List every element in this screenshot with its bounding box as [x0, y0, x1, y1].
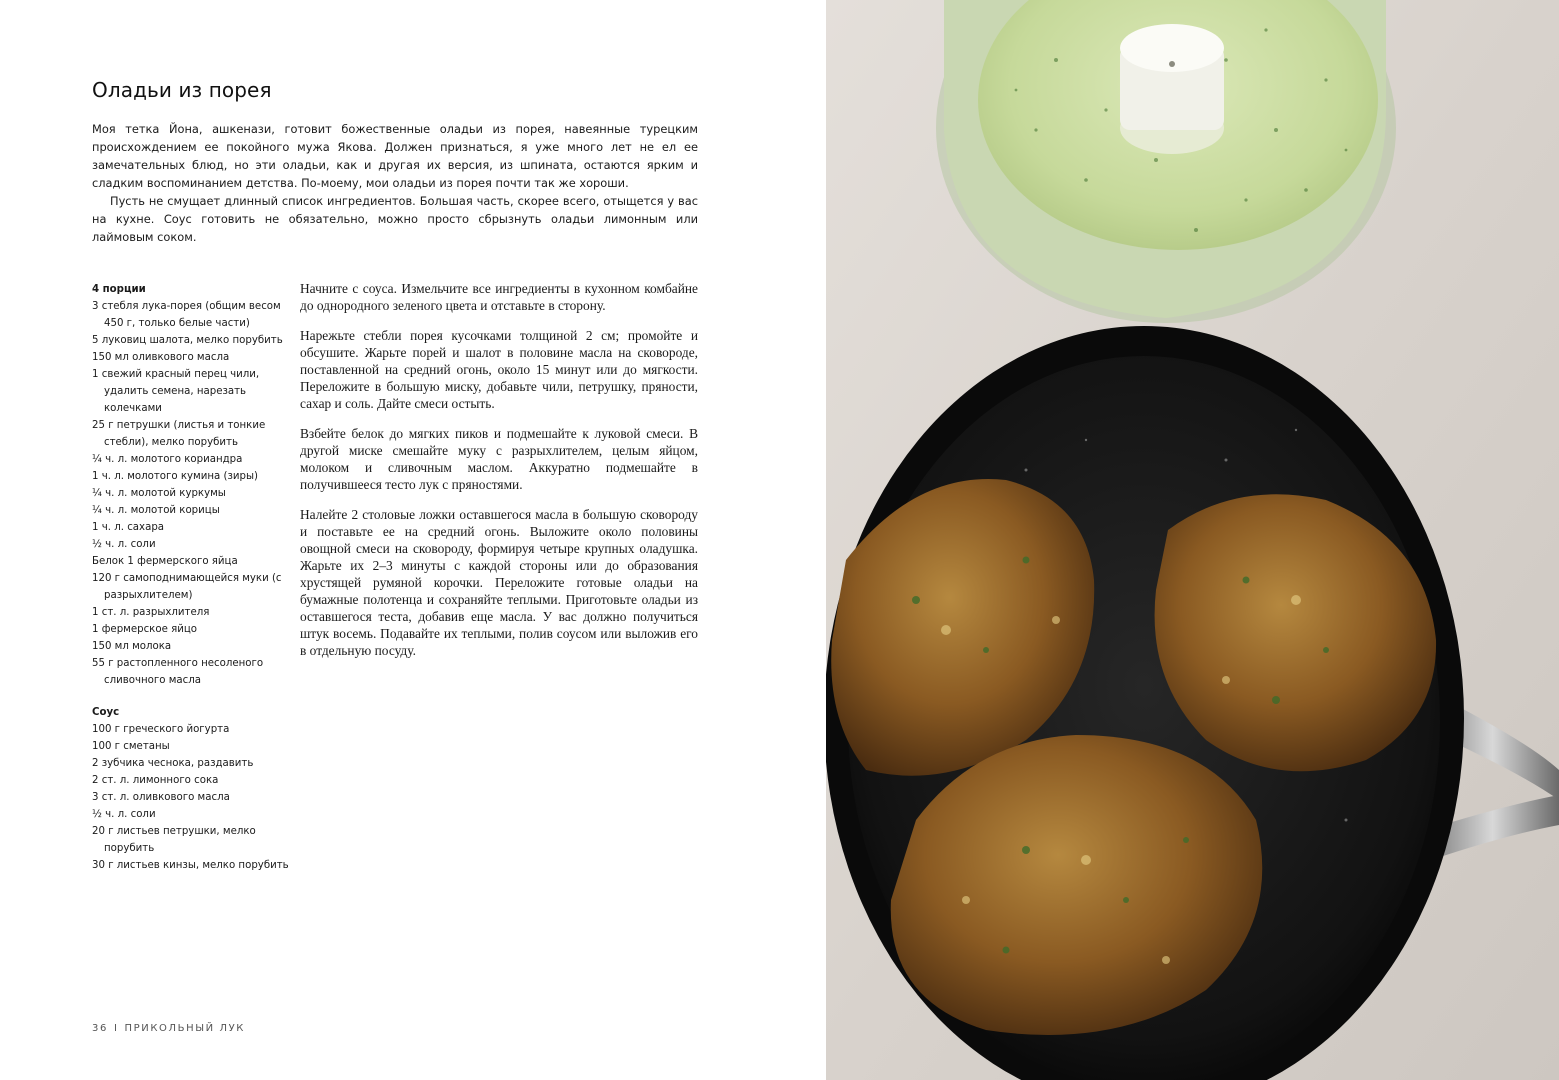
page-number: 36	[92, 1023, 108, 1034]
chapter-name: ПРИКОЛЬНЫЙ ЛУК	[124, 1023, 245, 1034]
photo-illustration	[826, 0, 1559, 1080]
method-step: Нарежьте стебли порея кусочками толщиной 2 см; промойте и обсушите. Жарьте порей и шалот в половине масла на сковороде, поставленной на средний огонь, около 15 минут или до мягкости. Переложите в большую миску, добавьте чили, петрушку, пряности, сахар и соль. Дайте смеси остыть.	[300, 328, 698, 411]
ingredient-item: 2 ст. л. лимонного сока	[92, 775, 219, 786]
ingredient-item: 3 ст. л. оливкового масла	[92, 792, 230, 803]
ingredient-item: ¼ ч. л. молотой корицы	[92, 505, 220, 516]
ingredient-item: 30 г листьев кинзы, мелко порубить	[92, 860, 289, 871]
ingredient-item: 100 г сметаны	[92, 741, 170, 752]
footer-separator: I	[113, 1023, 119, 1034]
ingredient-item: 120 г самоподнимающейся муки (с разрыхлителем)	[92, 573, 282, 601]
ingredient-item: ¼ ч. л. молотого кориандра	[92, 454, 243, 465]
ingredient-item: 100 г греческого йогурта	[92, 724, 230, 735]
ingredient-item: 1 фермерское яйцо	[92, 624, 197, 635]
ingredient-item: 3 стебля лука-порея (общим весом 450 г, только белые части)	[92, 301, 281, 329]
ingredient-item: 150 мл оливкового масла	[92, 352, 230, 363]
ingredient-item: 1 ч. л. молотого кумина (зиры)	[92, 471, 258, 482]
ingredient-item: ½ ч. л. соли	[92, 539, 156, 550]
method-step: Налейте 2 столовые ложки оставшегося масла в большую сковороду и поставьте ее на средний огонь. Выложите около половины овощной смеси на сковороду, формируя четыре крупных оладушка. Жарьте их 2–3 минуты с каждой стороны или до образования хрустящей румяной корочки. Переложите готовые оладьи на бумажные полотенца и сохраняйте теплыми. Приготовьте оладьи из оставшегося теста, добавив еще масла. У вас должно получиться штук восемь. Подавайте их теплыми, полив соусом или выложив его в отдельную посуду.	[300, 507, 698, 658]
intro-paragraph: Пусть не смущает длинный список ингредиентов. Большая часть, скорее всего, отыщется у вас на кухне. Соус готовить не обязательно, можно просто сбрызнуть оладьи лимонным или лаймовым соком.	[92, 194, 698, 244]
page-footer	[92, 1023, 245, 1034]
ingredient-list	[92, 298, 292, 689]
method-step: Начните с соуса. Измельчите все ингредиенты в кухонном комбайне до однородного зеленого цвета и отставьте в сторону.	[300, 281, 698, 313]
ingredient-item: 1 свежий красный перец чили, удалить семена, нарезать колечками	[92, 369, 260, 414]
sauce-heading: Соус	[92, 707, 120, 718]
ingredient-item: ½ ч. л. соли	[92, 809, 156, 820]
servings-heading: 4 порции	[92, 284, 146, 295]
ingredient-item: 55 г растопленного несоленого сливочного масла	[92, 658, 264, 686]
intro-paragraph: Моя тетка Йона, ашкенази, готовит божественные оладьи из порея, навеянные турецким происхождением ее покойного мужа Якова. Должен признаться, я уже много лет не ел ее замечательных блюд, но эти оладьи, как и другая их версия, из шпината, остаются ярким и сладким воспоминанием детства. По-моему, мои оладьи из порея почти так же хороши.	[92, 122, 698, 190]
method-step: Взбейте белок до мягких пиков и подмешайте к луковой смеси. В другой миске смешайте муку с разрыхлителем, целым яйцом, молоком и сливочным маслом. Аккуратно подмешайте в получившееся тесто лук с пряностями.	[300, 426, 698, 492]
sauce-block	[92, 704, 292, 874]
method-column	[300, 280, 698, 672]
food-photo	[826, 0, 1559, 1080]
ingredient-item: 20 г листьев петрушки, мелко порубить	[92, 826, 256, 854]
ingredient-item: 1 ст. л. разрыхлителя	[92, 607, 210, 618]
ingredients-column	[92, 281, 292, 874]
recipe-title: Оладьи из порея	[92, 78, 272, 102]
sauce-ingredient-list	[92, 721, 292, 874]
ingredient-item: 1 ч. л. сахара	[92, 522, 165, 533]
ingredient-item: ¼ ч. л. молотой куркумы	[92, 488, 226, 499]
ingredient-item: Белок 1 фермерского яйца	[92, 556, 238, 567]
ingredient-item: 150 мл молока	[92, 641, 172, 652]
ingredient-item: 25 г петрушки (листья и тонкие стебли), мелко порубить	[92, 420, 266, 448]
ingredient-item: 5 луковиц шалота, мелко порубить	[92, 335, 283, 346]
ingredient-item: 2 зубчика чеснока, раздавить	[92, 758, 254, 769]
recipe-intro	[92, 120, 698, 246]
